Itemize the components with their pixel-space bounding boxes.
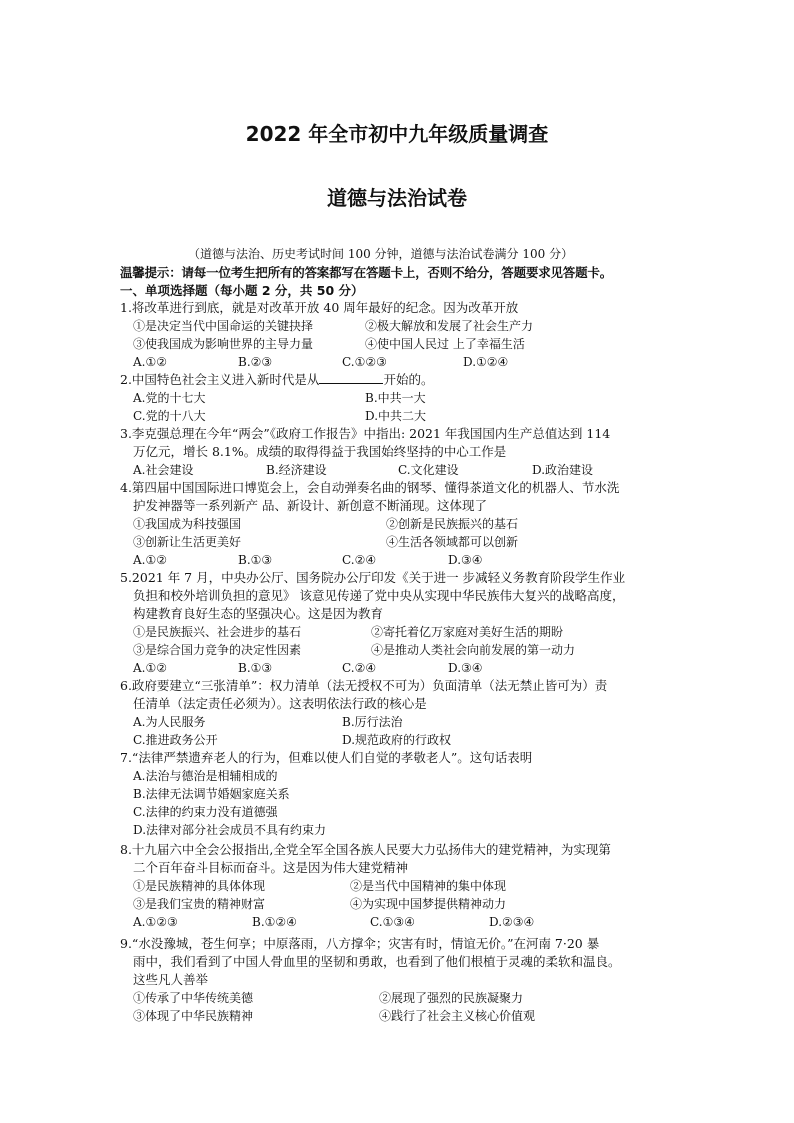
- q2-option-d: D.中共二大: [365, 409, 427, 423]
- q4-option-b: B.①③: [238, 553, 273, 567]
- q8-option-d: D.②③④: [489, 915, 535, 929]
- q9-statement-3: ③体现了中华民族精神: [133, 1009, 254, 1023]
- exam-title: 2022 年全市初中九年级质量调查: [245, 122, 549, 146]
- q8-statement-3: ③是我们宝贵的精神财富: [133, 897, 266, 911]
- question-3-line-1: 3.李克强总理在今年“两会”《政府工作报告》中指出: 2021 年我国国内生产总值达到 114: [120, 426, 611, 441]
- question-6-line-1: 6.政府要建立“三张清单”：权力清单（法无授权不可为）负面清单（法无禁止皆可为）责: [120, 678, 608, 693]
- question-4-line-2: 护发神器等一系列新产 品、新设计、新创意不断涌现。这体现了: [133, 498, 487, 513]
- q5-statement-1: ①是民族振兴、社会进步的基石: [133, 625, 302, 639]
- q2-option-b: B.中共一大: [365, 391, 426, 405]
- q4-statement-3: ③创新让生活更美好: [133, 535, 242, 549]
- exam-note: （道德与法治、历史考试时间 100 分钟，道德与法治试卷满分 100 分）: [188, 247, 574, 261]
- q8-statement-2: ②是当代中国精神的集中体现: [350, 879, 507, 893]
- q4-statement-1: ①我国成为科技强国: [133, 517, 242, 531]
- q5-option-b: B.①③: [238, 661, 273, 675]
- section-heading: 一、单项选择题（每小题 2 分，共 50 分）: [120, 283, 364, 298]
- question-1-stem: 1.将改革进行到底，就是对改革开放 40 周年最好的纪念。因为改革开放: [120, 300, 519, 315]
- q7-option-c: C.法律的约束力没有道德强: [133, 805, 278, 819]
- q8-statement-4: ④为实现中国梦提供精神动力: [350, 897, 507, 911]
- q1-option-c: C.①②③: [342, 355, 387, 369]
- q5-option-a: A.①②: [133, 661, 167, 675]
- question-5-line-2: 负担和校外培训负担的意见》 该意见传递了党中央从实现中华民族伟大复兴的战略高度，: [133, 588, 625, 603]
- answer-blank: [319, 372, 383, 384]
- q1-statement-3: ③使我国成为影响世界的主导力量: [133, 337, 314, 351]
- question-6-line-2: 任清单（法定责任必须为）。这表明依法行政的核心是: [133, 696, 427, 711]
- q9-statement-1: ①传承了中华传统美德: [133, 991, 254, 1005]
- q4-option-a: A.①②: [133, 553, 167, 567]
- q1-statement-4: ④使中国人民过 上了幸福生活: [365, 337, 525, 351]
- q4-option-d: D.③④: [448, 553, 483, 567]
- q2-stem-post: 开始的。: [383, 372, 434, 387]
- question-9-line-2: 雨中，我们看到了中国人骨血里的坚韧和勇敢，也看到了他们根植于灵魂的柔软和温良。: [133, 954, 621, 969]
- question-5-line-1: 5.2021 年 7 月，中央办公厅、国务院办公厅印发《关于进一 步减轻义务教育阶段学生作业: [120, 570, 626, 585]
- question-5-line-3: 构建教育良好生态的坚强决心。这是因为教育: [133, 606, 384, 621]
- q8-option-a: A.①②③: [133, 915, 178, 929]
- q9-statement-2: ②展现了强烈的民族凝聚力: [379, 991, 524, 1005]
- q5-statement-4: ④是推动人类社会向前发展的第一动力: [371, 643, 576, 657]
- question-9-line-3: 这些凡人善举: [133, 972, 209, 987]
- q6-option-a: A.为人民服务: [133, 715, 206, 729]
- question-7-stem: 7.“法律严禁遗弃老人的行为，但难以使人们自觉的孝敬老人”。这句话表明: [120, 750, 533, 765]
- q7-option-b: B.法律无法调节婚姻家庭关系: [133, 787, 290, 801]
- q2-option-c: C.党的十八大: [133, 409, 206, 423]
- q4-option-c: C.②④: [342, 553, 377, 567]
- q6-option-b: B.厉行法治: [342, 715, 403, 729]
- q5-option-c: C.②④: [342, 661, 377, 675]
- q7-option-a: A.法治与德治是相辅相成的: [133, 769, 278, 783]
- warm-tip: 温馨提示：请每一位考生把所有的答案都写在答题卡上，否则不给分，答题要求见答题卡。: [120, 265, 613, 280]
- q1-option-d: D.①②④: [463, 355, 509, 369]
- q9-statement-4: ④践行了社会主义核心价值观: [379, 1009, 536, 1023]
- q1-statement-1: ①是决定当代中国命运的关键抉择: [133, 319, 314, 333]
- q5-option-d: D.③④: [448, 661, 483, 675]
- question-3-line-2: 万亿元，增长 8.1%。成绩的取得得益于我国始终坚持的中心工作是: [133, 444, 507, 459]
- question-9-line-1: 9.“水没豫城，苍生何享；中原落雨，八方撑伞；灾害有时，情谊无价。”在河南 7·20 暴: [120, 936, 600, 951]
- question-2-stem: [120, 372, 433, 388]
- q1-option-b: B.②③: [238, 355, 273, 369]
- question-8-line-1: 8.十九届六中全会公报指出,全党全军全国各族人民要大力弘扬伟大的建党精神，为实现第: [120, 842, 611, 857]
- question-4-line-1: 4.第四届中国国际进口博览会上，会自动弹奏名曲的钢琴、懂得茶道文化的机器人、节水洗: [120, 480, 620, 495]
- q1-option-a: A.①②: [133, 355, 167, 369]
- q5-statement-3: ③是综合国力竞争的决定性因素: [133, 643, 302, 657]
- q5-statement-2: ②寄托着亿万家庭对美好生活的期盼: [371, 625, 564, 639]
- q1-statement-2: ②极大解放和发展了社会生产力: [365, 319, 534, 333]
- question-8-line-2: 二个百年奋斗目标而奋斗。这是因为伟大建党精神: [133, 860, 409, 875]
- q3-option-a: A.社会建设: [133, 463, 194, 477]
- q6-option-d: D.规范政府的行政权: [342, 733, 452, 747]
- q3-option-b: B.经济建设: [266, 463, 327, 477]
- q2-stem-pre: 2.中国特色社会主义进入新时代是从: [120, 372, 320, 387]
- q4-statement-2: ②创新是民族振兴的基石: [386, 517, 519, 531]
- q3-option-d: D.政治建设: [532, 463, 594, 477]
- exam-subtitle: 道德与法治试卷: [327, 186, 467, 210]
- q8-statement-1: ①是民族精神的具体体现: [133, 879, 266, 893]
- q6-option-c: C.推进政务公开: [133, 733, 218, 747]
- q7-option-d: D.法律对部分社会成员不具有约束力: [133, 823, 327, 837]
- q2-option-a: A.党的十七大: [133, 391, 206, 405]
- q8-option-b: B.①②④: [252, 915, 297, 929]
- q4-statement-4: ④生活各领域都可以创新: [386, 535, 519, 549]
- q3-option-c: C.文化建设: [398, 463, 459, 477]
- q8-option-c: C.①③④: [370, 915, 415, 929]
